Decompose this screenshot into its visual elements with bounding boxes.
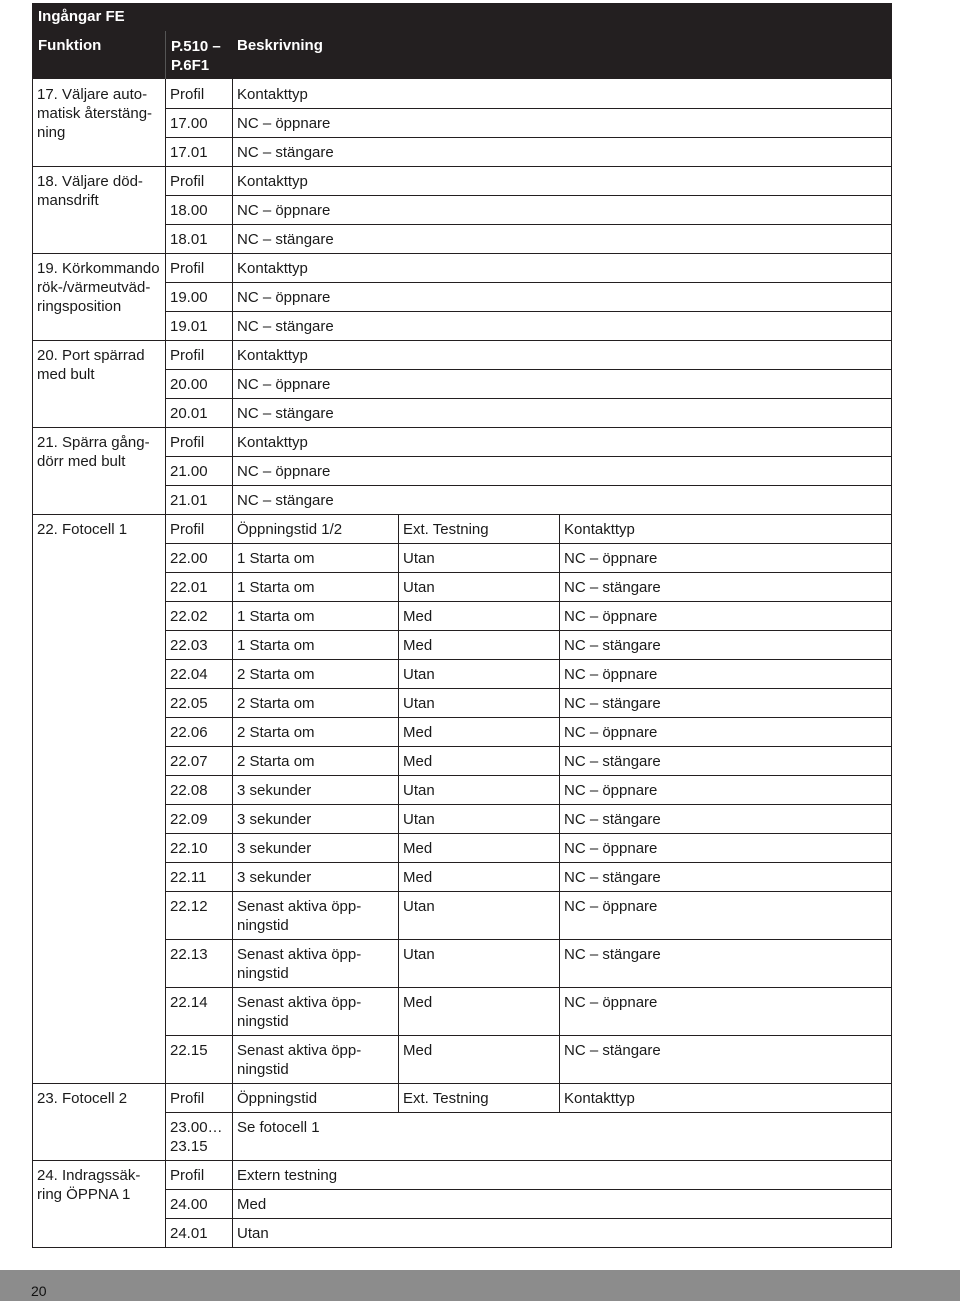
contact-type-cell: NC – stängare [564,695,661,712]
column-divider [232,253,233,341]
start-mode-cell: 2 Starta om [237,724,315,741]
row-divider [165,572,892,573]
parameter-cell: 21.01 [170,492,208,509]
parameter-cell: 22.12 [170,898,208,915]
description-cell: Kontakttyp [237,347,308,364]
column-subheader: Ext. Testning [403,521,489,538]
column-header-function: Funktion [38,37,102,54]
start-mode-cell: 2 Starta om [237,753,315,770]
group-divider [32,427,892,428]
ext-testing-cell: Med [403,753,433,770]
ext-testing-cell: Utan [403,946,435,963]
parameter-cell: 20.00 [170,376,208,393]
contact-type-cell: NC – öppnare [564,724,658,741]
row-divider [165,862,892,863]
row-divider [165,659,892,660]
start-mode-cell: 2 Starta om [237,666,315,683]
ext-testing-cell: Utan [403,782,435,799]
contact-type-cell: NC – stängare [564,1042,661,1059]
group-divider [32,253,892,254]
row-divider [165,398,892,399]
parameter-cell: 20.01 [170,405,208,422]
start-mode-cell: Senast aktiva öpp- ningstid [237,946,362,982]
parameter-cell: 22.10 [170,840,208,857]
parameter-cell: 24.00 [170,1196,208,1213]
row-divider [165,108,892,109]
contact-type-cell: NC – öppnare [564,550,658,567]
row-divider [165,939,892,940]
start-mode-cell: 3 sekunder [237,869,312,886]
parameter-cell: Profil [170,1167,205,1184]
column-subheader: Profil [170,1090,205,1107]
parameter-cell: 22.06 [170,724,208,741]
parameter-cell: 23.00… 23.15 [170,1119,223,1155]
parameter-cell: 22.07 [170,753,208,770]
column-divider [165,1083,166,1161]
contact-type-cell: NC – stängare [564,946,661,963]
start-mode-cell: Senast aktiva öpp- ningstid [237,1042,362,1078]
row-divider [165,688,892,689]
parameter-cell: 17.01 [170,144,208,161]
group-divider [32,166,892,167]
column-divider [165,340,166,428]
column-divider [398,1083,399,1113]
start-mode-cell: 3 sekunder [237,811,312,828]
contact-type-cell: NC – öppnare [564,608,658,625]
contact-type-cell: NC – öppnare [564,994,658,1011]
function-label: 23. Fotocell 2 [37,1090,128,1107]
row-divider [165,1035,892,1036]
row-divider [165,456,892,457]
column-divider [559,514,560,1084]
ext-testing-cell: Med [403,637,433,654]
table-title: Ingångar FE [38,8,125,25]
parameter-cell: Profil [170,434,205,451]
description-cell: Kontakttyp [237,434,308,451]
parameter-cell: 22.03 [170,637,208,654]
row-divider [165,630,892,631]
row-divider [165,485,892,486]
parameter-cell: 19.00 [170,289,208,306]
ext-testing-cell: Med [403,840,433,857]
parameter-cell: 22.13 [170,946,208,963]
group-divider [32,514,892,515]
column-divider [165,514,166,1084]
column-header-parameter-line1: P.510 – [171,38,221,55]
description-cell: NC – stängare [237,231,334,248]
description-cell: NC – stängare [237,492,334,509]
description-cell: NC – öppnare [237,289,331,306]
ext-testing-cell: Utan [403,579,435,596]
parameter-cell: 22.05 [170,695,208,712]
start-mode-cell: Senast aktiva öpp- ningstid [237,994,362,1030]
table-left-border [32,79,33,1248]
description-cell: Extern testning [237,1167,338,1184]
description-cell: Kontakttyp [237,260,308,277]
column-divider [232,166,233,254]
column-subheader: Kontakttyp [564,521,635,538]
row-divider [165,891,892,892]
parameter-cell: 22.09 [170,811,208,828]
column-divider [165,166,166,254]
start-mode-cell: 3 sekunder [237,840,312,857]
table-header [32,3,892,79]
page-footer [0,1270,960,1301]
ext-testing-cell: Med [403,869,433,886]
parameter-cell: 18.00 [170,202,208,219]
start-mode-cell: 1 Starta om [237,608,315,625]
contact-type-cell: NC – stängare [564,811,661,828]
row-divider [165,746,892,747]
contact-type-cell: NC – öppnare [564,782,658,799]
row-divider [165,311,892,312]
ext-testing-cell: Med [403,994,433,1011]
parameter-cell: Profil [170,347,205,364]
parameter-cell: 22.02 [170,608,208,625]
parameter-cell: 24.01 [170,1225,208,1242]
parameter-cell: 22.04 [170,666,208,683]
contact-type-cell: NC – stängare [564,869,661,886]
column-header-parameter [171,37,237,75]
parameter-cell: 17.00 [170,115,208,132]
column-header-parameter-line2: P.6F1 [171,57,210,74]
description-cell: Utan [237,1225,269,1242]
parameter-cell: 22.14 [170,994,208,1011]
column-header-description: Beskrivning [237,37,323,54]
description-cell: Kontakttyp [237,173,308,190]
column-subheader: Ext. Testning [403,1090,489,1107]
function-label: 17. Väljare auto-matisk återstäng-ning [37,86,153,141]
parameter-cell: Profil [170,86,205,103]
column-divider [232,514,233,1084]
contact-type-cell: NC – öppnare [564,666,658,683]
row-divider [165,543,892,544]
ext-testing-cell: Med [403,1042,433,1059]
column-divider [232,79,233,167]
parameter-cell: Profil [170,173,205,190]
contact-type-cell: NC – stängare [564,579,661,596]
column-subheader: Profil [170,521,205,538]
table-bottom-border [32,1247,892,1248]
ext-testing-cell: Utan [403,811,435,828]
parameter-cell: 22.11 [170,869,207,886]
row-divider [165,1218,892,1219]
column-subheader: Kontakttyp [564,1090,635,1107]
column-divider [232,1083,233,1161]
start-mode-cell: 2 Starta om [237,695,315,712]
column-divider [165,253,166,341]
row-divider [165,717,892,718]
column-subheader: Öppningstid 1/2 [237,521,343,538]
row-divider [165,1189,892,1190]
column-divider [398,514,399,1084]
contact-type-cell: NC – öppnare [564,898,658,915]
start-mode-cell: 1 Starta om [237,637,315,654]
description-cell: NC – stängare [237,405,334,422]
description-cell: NC – öppnare [237,202,331,219]
start-mode-cell: 1 Starta om [237,550,315,567]
group-divider [32,1083,892,1084]
function-label: 18. Väljare död-mansdrift [37,173,143,209]
row-divider [165,137,892,138]
column-divider [559,1083,560,1113]
parameter-cell: 22.15 [170,1042,208,1059]
parameter-cell: 21.00 [170,463,208,480]
row-divider [165,224,892,225]
description-cell: NC – stängare [237,144,334,161]
function-label: 22. Fotocell 1 [37,521,128,538]
page-number: 20 [31,1283,47,1299]
ext-testing-cell: Utan [403,695,435,712]
parameter-cell: Profil [170,260,205,277]
parameter-cell: 18.01 [170,231,208,248]
function-label: 20. Port spärrad med bult [37,347,145,383]
parameter-cell: 19.01 [170,318,208,335]
ext-testing-cell: Utan [403,666,435,683]
column-divider [165,427,166,515]
description-cell: NC – stängare [237,318,334,335]
parameter-table [32,3,892,1241]
column-divider [165,1160,166,1248]
contact-type-cell: NC – öppnare [564,840,658,857]
description-cell: NC – öppnare [237,115,331,132]
ext-testing-cell: Med [403,724,433,741]
start-mode-cell: 3 sekunder [237,782,312,799]
description-cell: Kontakttyp [237,86,308,103]
ext-testing-cell: Utan [403,550,435,567]
column-divider [165,79,166,167]
parameter-cell: 22.08 [170,782,208,799]
column-divider [232,427,233,515]
group-divider [32,340,892,341]
function-label: 19. Körkommando rök-/värmeutväd-ringsposition [37,260,160,315]
row-divider [165,833,892,834]
header-divider [165,31,166,79]
parameter-cell: 22.00 [170,550,208,567]
row-divider [165,282,892,283]
description-cell: Se fotocell 1 [237,1119,320,1136]
row-divider [165,775,892,776]
description-cell: Med [237,1196,267,1213]
table-right-border [891,79,892,1248]
ext-testing-cell: Utan [403,898,435,915]
start-mode-cell: 1 Starta om [237,579,315,596]
row-divider [165,195,892,196]
row-divider [165,601,892,602]
contact-type-cell: NC – stängare [564,753,661,770]
column-subheader: Öppningstid [237,1090,318,1107]
description-cell: NC – öppnare [237,463,331,480]
start-mode-cell: Senast aktiva öpp- ningstid [237,898,362,934]
column-divider [232,340,233,428]
row-divider [165,1112,892,1113]
column-divider [232,1160,233,1248]
group-divider [32,1160,892,1161]
parameter-cell: 22.01 [170,579,208,596]
row-divider [165,804,892,805]
function-label: 24. Indragssäk-ring ÖPPNA 1 [37,1167,141,1203]
description-cell: NC – öppnare [237,376,331,393]
ext-testing-cell: Med [403,608,433,625]
row-divider [165,369,892,370]
contact-type-cell: NC – stängare [564,637,661,654]
function-label: 21. Spärra gång-dörr med bult [37,434,150,470]
row-divider [165,987,892,988]
